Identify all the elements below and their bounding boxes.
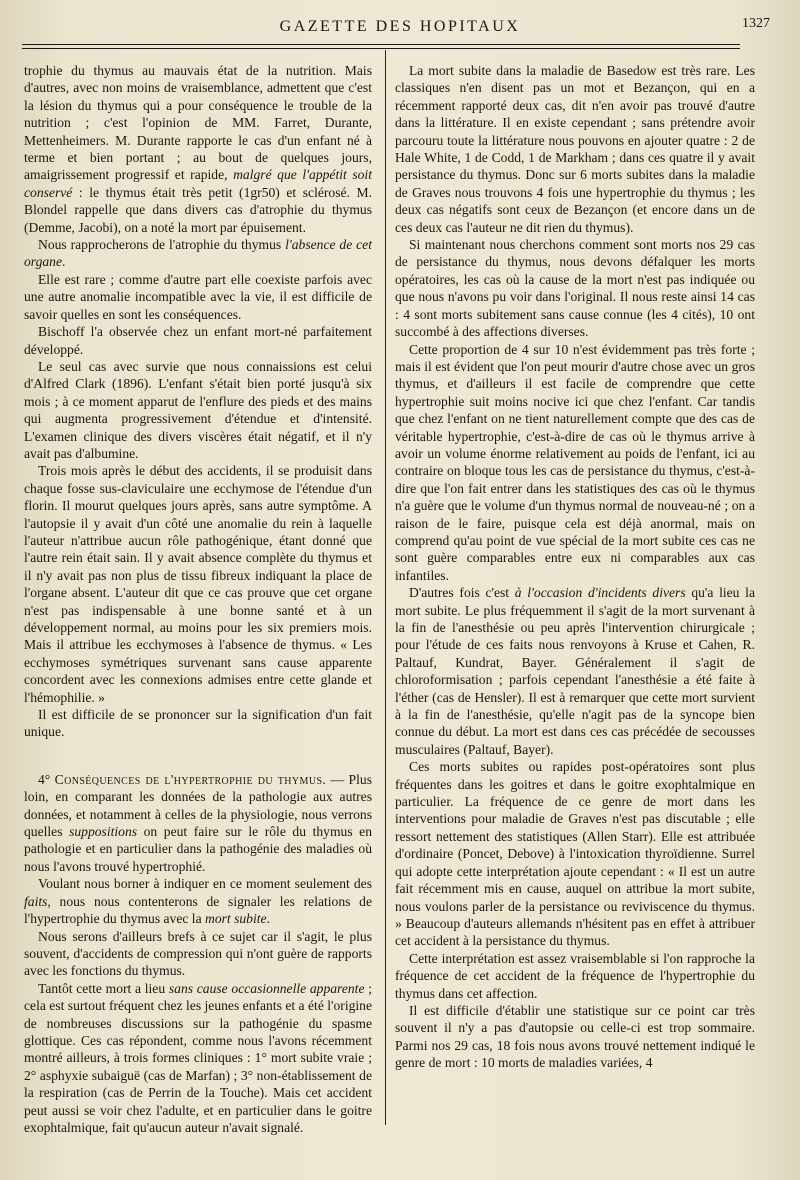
section-heading: Conséquences de l'hypertrophie du thymus. xyxy=(54,771,327,787)
section-number: 4° xyxy=(38,771,51,787)
section-paragraph: 4° Conséquences de l'hypertrophie du thymus. — Plus loin, en comparant les données de la pathologie aux autres données, et notamment à celles de la physiologie, nous verrons quelles suppositions on peut faire sur le rôle du thymus en pathologie et en particulier dans la pathogénie des maladies où nous l'avons trouvé hypertrophié. xyxy=(24,771,373,874)
journal-title: GAZETTE DES HOPITAUX xyxy=(279,18,521,35)
header-rule-thin xyxy=(22,48,740,49)
paragraph: Tantôt cette mort a lieu sans cause occasionnelle apparente ; cela est surtout fréquent chez les jeunes enfants et a été l'origine de nombreuses discussions sur la pathogénie du spasme glottique. Ces cas répondent, comme nous l'avons récemment montré ailleurs, à trois formes cliniques : 1° mort subite vraie ; 2° asphyxie subaiguë (cas de Marfan) ; 3° non-établissement de la respiration (cas de Perrin de la Touche). Mais cet accident peut aussi se voir chez l'adulte, et en particulier dans le goitre exophtalmique, fait qu'aucun auteur n'avait signalé. xyxy=(24,980,372,1135)
header-rule-thick xyxy=(22,44,740,45)
paragraph: Nous serons d'ailleurs brefs à ce sujet car il s'agit, le plus souvent, d'accidents de compression qui n'ont guère de rapports avec les fonctions du thymus. xyxy=(24,928,372,979)
paragraph: Nous rapprocherons de l'atrophie du thymus l'absence de cet organe. xyxy=(24,237,372,270)
page-number: 1327 xyxy=(742,16,770,31)
column-divider xyxy=(385,50,386,1125)
paragraph: Il est difficile d'établir une statistique sur ce point car très souvent il n'y a pas d'autopsie ou celle-ci est trop sommaire. Parmi nos 29 cas, 18 fois nous avons trouvé nettement indiqué le genre de mort : 10 morts de maladies variées, 4 xyxy=(395,1002,755,1071)
paragraph: La mort subite dans la maladie de Basedow est très rare. Les classiques n'en disent pas un mot et Bezançon, qui en a récemment rapporté deux cas, dit n'en avoir pas trouvé d'autre dans la littérature. Il en existe cependant ; sans prétendre avoir parcouru toute la littérature nous pouvons en ajouter quatre : 2 de Hale White, 1 de Codd, 1 de Markham ; dans ces quatre il y avait persistance du thymus. Donc sur 6 morts subites dans la maladie de Graves nous trouvons 4 fois une hypertrophie du thymus ; les deux cas négatifs sont ceux de Bezançon (et encore dans un de ces deux cas l'auteur ne dit rien du thymus). xyxy=(395,63,755,235)
paragraph: Ces morts subites ou rapides post-opératoires sont plus fréquentes dans les goitres et dans le goitre exophtalmique en particulier. La fréquence de ce genre de mort dans les interventions pour maladie de Graves n'est pas discutable ; elle ressort nettement des statistiques (Allen Starr). Elle est attribuée d'ordinaire (Poncet, Debove) à l'intoxication thyroïdienne. Surrel qui adopte cette interprétation ajoute cependant : « Il est un autre fait récemment mis en cause, auquel on attribue la mort subite, nous voulons parler de la persistance ou reviviscence du thymus. » Beaucoup d'auteurs allemands n'hésitent pas en effet à attribuer cet accident à la persistance du thymus. xyxy=(395,759,755,949)
paragraph: Bischoff l'a observée chez un enfant mort-né parfaitement développé. xyxy=(24,324,372,357)
paragraph: trophie du thymus au mauvais état de la nutrition. Mais d'autres, avec non moins de vraisemblance, admettent que c'est la lésion du thymus qui a pour conséquence le trouble de la nutrition ; c'est l'opinion de MM. Farret, Durante, Mettenheimers. M. Durante rapporte le cas d'un enfant né à terme et bien portant ; au bout de quelques jours, amaigrissement progressif et rapide, malgré que l'appétit soit conservé : le thymus était très petit (1gr50) et sclérosé. M. Blondel rappelle que dans divers cas d'atrophie du thymus (Demme, Jacobi), on a noté la mort par épuisement. xyxy=(24,63,372,235)
paragraph: Trois mois après le début des accidents, il se produisit dans chaque fosse sus-claviculaire une ecchymose de l'étendue d'un florin. Il mourut quelques jours après, sans autre symptôme. A l'autopsie il y avait d'un côté une anomalie du rein à laquelle l'auteur n'attribue aucun rôle pathogénique, étant donné que l'autre rein était sain. Il y avait absence complète du thymus et il n'y avait pas non plus de tissu fibreux indiquant la place de l'organe absent. L'auteur dit que ce cas prouve que cet organe n'est pas indispensable à une bonne santé et à un développement normal, au moins pour les six premiers mois. Mais il attribue les ecchymoses à l'absence de thymus. « Les ecchymoses symétriques survenant sans cause apparente concordent avec les connexions admises entre cette glande et l'hémophilie. » xyxy=(24,463,372,705)
paragraph: Voulant nous borner à indiquer en ce moment seulement des faits, nous nous contenterons de signaler les relations de l'hypertrophie du thymus avec la mort subite. xyxy=(24,876,372,927)
paragraph: Cette proportion de 4 sur 10 n'est évidemment pas très forte ; mais il est évident que l'on peut mourir d'autre chose avec un gros thymus, et d'ailleurs il est facile de comprendre que cette hypertrophie suit moins nocive ici que chez l'enfant. Car tandis que chez l'enfant on ne tient naturellement compte que des cas de véritable hypertrophie, c'est-à-dire de cas où le thymus arrive à avoir un volume énorme relativement au poids de l'enfant, ici au contraire on bloque tous les cas de persistance du thymus, c'est-à-dire que l'on fait entrer dans les statistiques des cas où le thymus n'a guère que le volume d'un thymus normal de nouveau-né ; on a raison de le faire, puisque cela est déjà anormal, mais on comprend qu'au point de vue spécial de la mort subite ces cas ne sont guère comparables entre eux ni comparables aux cas infantiles. xyxy=(395,341,755,583)
paragraph: Cette interprétation est assez vraisemblable si l'on rapproche la fréquence de cet accident de la fréquence de l'hypertrophie du thymus dans cet affection. xyxy=(395,950,755,1001)
paragraph: D'autres fois c'est à l'occasion d'incidents divers qu'a lieu la mort subite. Le plus fréquemment il s'agit de la mort survenant à la fin de l'anesthésie ou peu après l'intervention chirurgicale ; pour l'étude de ces faits nous renvoyons à Kruse et Cahen, R. Paltauf, Kundrat, Bayer. Généralement il s'agit de chloroformisation ; parfois cependant l'anesthésie a été faite à l'éther (cas de Hensler). Il est à remarquer que cette mort survient à la fin de l'anesthésie, qu'elle n'agit pas de la syncope bien connue du début. La mort est dans ces cas précédée de secousses musculaires (Paltauf, Bayer). xyxy=(395,585,755,757)
paragraph: Le seul cas avec survie que nous connaissions est celui d'Alfred Clark (1896). L'enfant s'était bien porté jusqu'à six mois ; à ce moment apparut de l'enflure des pieds et des mains qui augmenta progressivement d'étendue et d'intensité. L'examen clinique des divers viscères était négatif, et il n'y avait pas d'albumine. xyxy=(24,358,372,461)
paragraph: Si maintenant nous cherchons comment sont morts nos 29 cas de persistance du thymus, nous devons défalquer les morts opératoires, les cas où la cause de la mort n'est pas indiquée ou que nous n'avons pu voir dans l'original. Il nous reste ainsi 14 cas : 4 sont morts subitement sans cause connue (les 4 cités), 10 ont succombé à des affections diverses. xyxy=(395,237,755,340)
left-column xyxy=(24,62,372,1136)
paragraph: Il est difficile de se prononcer sur la signification d'un fait unique. xyxy=(24,707,372,740)
right-column xyxy=(395,62,755,1072)
paragraph: Elle est rare ; comme d'autre part elle coexiste parfois avec une autre anomalie incompatible avec la vie, il est difficile de savoir quelles en sont les conséquences. xyxy=(24,271,372,322)
page-header xyxy=(0,14,800,42)
